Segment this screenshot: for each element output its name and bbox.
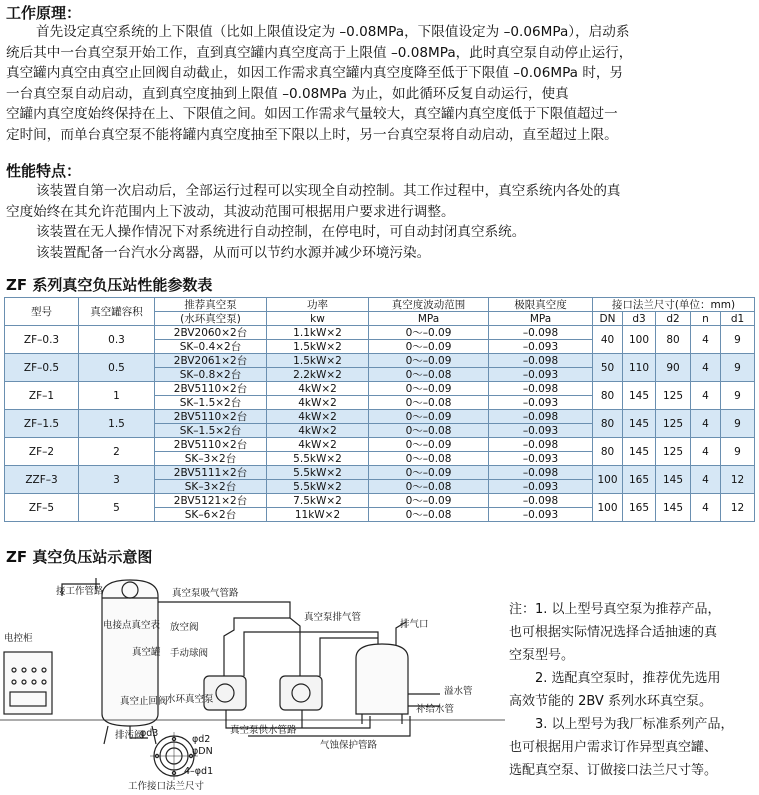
cell-fluct: 0～–0.09 — [369, 354, 489, 368]
header-dn: DN — [593, 312, 623, 326]
header-pump: 推荐真空泵 — [155, 298, 267, 312]
cell-dn: 100 — [593, 494, 623, 522]
label-inlet-pipe: 接工作管路 — [56, 586, 104, 597]
label-flange-dn: φDN — [192, 746, 213, 757]
label-exhaust-port: 排气口 — [400, 619, 429, 630]
label-flange-nd1: 4–φd1 — [184, 766, 214, 777]
label-exhaust-pipe: 真空泵排气管 — [304, 612, 362, 623]
cell-fluct: 0～–0.08 — [369, 396, 489, 410]
cell-pump: SK–0.8×2台 — [155, 368, 267, 382]
cell-ultimate: –0.098 — [489, 438, 593, 452]
cell-fluct: 0～–0.08 — [369, 368, 489, 382]
label-electric-cabinet: 电控柜 — [4, 633, 33, 644]
electric-cabinet-shape — [4, 652, 52, 714]
cell-d3: 165 — [623, 466, 656, 494]
features-line: 该装置自第一次启动后，全部运行过程可以实现全自动控制。其工作过程中，真空系统内各处的真 — [36, 183, 621, 199]
cell-d1: 9 — [721, 438, 755, 466]
cell-power: 4kW×2 — [267, 438, 369, 452]
label-tank: 真空罐 — [132, 647, 161, 658]
cell-d2: 80 — [656, 326, 691, 354]
cell-model: ZF–5 — [5, 494, 79, 522]
header-power: 功率 — [267, 298, 369, 312]
header-model: 型号 — [5, 298, 79, 326]
cell-ultimate: –0.093 — [489, 396, 593, 410]
header-ultimate: 极限真空度 — [489, 298, 593, 312]
table-title: ZF 系列真空负压站性能参数表 — [6, 276, 213, 294]
cell-power: 4kW×2 — [267, 410, 369, 424]
notes — [509, 598, 757, 782]
header-n: n — [691, 312, 721, 326]
cell-pump: 2BV5110×2台 — [155, 438, 267, 452]
cell-dn: 80 — [593, 382, 623, 410]
label-corrosion-pipe: 气蚀保护管路 — [320, 740, 378, 751]
cell-capacity: 0.5 — [79, 354, 155, 382]
header-fluct-unit: MPa — [369, 312, 489, 326]
label-makeup-pipe: 补给水管 — [416, 704, 455, 715]
note-line: 2. 选配真空泵时，推荐优先选用 — [535, 671, 721, 686]
note-line: 选配真空泵、订做接口法兰尺寸等。 — [509, 763, 718, 778]
cell-fluct: 0～–0.09 — [369, 438, 489, 452]
note-line: 3. 以上型号为我厂标准系列产品， — [535, 717, 734, 732]
principle-line: 统后其中一台真空泵开始工作，直到真空罐内真空度高于上限值 –0.08MPa，此时真空泵自动停止运行， — [6, 44, 633, 61]
header-capacity: 真空罐容积 — [79, 298, 155, 326]
cell-fluct: 0～–0.09 — [369, 340, 489, 354]
cell-power: 7.5kW×2 — [267, 494, 369, 508]
cell-fluct: 0～–0.08 — [369, 452, 489, 466]
cell-d2: 125 — [656, 438, 691, 466]
cell-d1: 9 — [721, 326, 755, 354]
principle-text — [6, 22, 754, 145]
cell-pump: SK–1.5×2台 — [155, 396, 267, 410]
label-flange-d2: φd2 — [192, 734, 211, 745]
cell-ultimate: –0.098 — [489, 410, 593, 424]
cell-d2: 125 — [656, 410, 691, 438]
label-flange-caption: 工作接口法兰尺寸 — [128, 781, 205, 792]
cell-capacity: 5 — [79, 494, 155, 522]
cell-pump: SK–6×2台 — [155, 508, 267, 522]
cell-power: 5.5kW×2 — [267, 480, 369, 494]
label-drain-valve: 排污阀 — [115, 730, 144, 741]
cell-n: 4 — [691, 466, 721, 494]
cell-fluct: 0～–0.09 — [369, 326, 489, 340]
cell-model: ZZF–3 — [5, 466, 79, 494]
cell-n: 4 — [691, 382, 721, 410]
separator-tank-shape — [356, 644, 408, 724]
cell-power: 5.5kW×2 — [267, 452, 369, 466]
cell-ultimate: –0.093 — [489, 508, 593, 522]
features-line: 该装置在无人操作情况下对系统进行自动控制，在停电时，可自动封闭真空系统。 — [36, 224, 526, 240]
principle-title: 工作原理： — [6, 4, 82, 22]
cell-n: 4 — [691, 410, 721, 438]
features-line: 空度始终在其允许范围内上下波动，其波动范围可根据用户要求进行调整。 — [6, 203, 455, 220]
cell-fluct: 0～–0.09 — [369, 466, 489, 480]
diagram-title: ZF 真空负压站示意图 — [6, 548, 153, 566]
cell-d1: 12 — [721, 494, 755, 522]
cell-n: 4 — [691, 438, 721, 466]
header-pump-sub: (水环真空泵) — [155, 312, 267, 326]
label-ring-pump: 水环真空泵 — [166, 694, 214, 705]
cell-n: 4 — [691, 354, 721, 382]
cell-model: ZF–1 — [5, 382, 79, 410]
cell-n: 4 — [691, 326, 721, 354]
cell-d3: 165 — [623, 494, 656, 522]
cell-fluct: 0～–0.08 — [369, 424, 489, 438]
principle-line: 一台真空泵自动启动，直到真空度抽到上限值 –0.08MPa 为止，如此循环反复自动运行，使真 — [6, 85, 569, 102]
cell-d3: 145 — [623, 382, 656, 410]
cell-d1: 9 — [721, 382, 755, 410]
note-line: 也可根据用户需求订作异型真空罐、 — [509, 740, 718, 755]
label-supply-pipe: 真空泵供水管路 — [230, 725, 297, 736]
cell-pump: 2BV5111×2台 — [155, 466, 267, 480]
features-text — [6, 181, 754, 263]
spec-table — [4, 297, 755, 522]
header-fluct: 真空度波动范围 — [369, 298, 489, 312]
cell-fluct: 0～–0.09 — [369, 382, 489, 396]
cell-d1: 12 — [721, 466, 755, 494]
cell-ultimate: –0.093 — [489, 452, 593, 466]
principle-line: 空罐内真空度始终保持在上、下限值之间。如因工作需求气量较大，真空罐内真空度低于下限值超过一 — [6, 106, 618, 122]
cell-ultimate: –0.093 — [489, 480, 593, 494]
cell-d2: 145 — [656, 466, 691, 494]
cell-ultimate: –0.098 — [489, 326, 593, 340]
cell-power: 5.5kW×2 — [267, 466, 369, 480]
cell-fluct: 0～–0.08 — [369, 508, 489, 522]
cell-model: ZF–2 — [5, 438, 79, 466]
vacuum-tank-shape — [102, 580, 161, 744]
note-line: 空泵型号。 — [509, 648, 575, 663]
principle-line: 定时间，而单台真空泵不能将罐内真空度抽至下限以上时，另一台真空泵将自动启动，直至超过上限。 — [6, 126, 618, 143]
header-flange: 接口法兰尺寸(单位：mm) — [593, 298, 755, 312]
cell-fluct: 0～–0.09 — [369, 410, 489, 424]
cell-capacity: 3 — [79, 466, 155, 494]
cell-fluct: 0～–0.09 — [369, 494, 489, 508]
cell-ultimate: –0.093 — [489, 424, 593, 438]
cell-d2: 90 — [656, 354, 691, 382]
cell-power: 2.2kW×2 — [267, 368, 369, 382]
cell-power: 1.5kW×2 — [267, 340, 369, 354]
header-d1: d1 — [721, 312, 755, 326]
cell-d2: 145 — [656, 494, 691, 522]
label-ball-valve: 手动球阀 — [170, 648, 209, 659]
cell-capacity: 0.3 — [79, 326, 155, 354]
features-line: 该装置配备一台汽水分离器，从而可以节约水源并减少环境污染。 — [36, 244, 431, 261]
cell-pump: SK–3×2台 — [155, 480, 267, 494]
cell-ultimate: –0.098 — [489, 494, 593, 508]
cell-d1: 9 — [721, 354, 755, 382]
principle-line: 首先设定真空系统的上下限值（比如上限值设定为 –0.08MPa，下限值设定为 –0.06MPa），启动系 — [36, 24, 630, 40]
features-title: 性能特点： — [6, 162, 82, 180]
principle-line: 真空罐内真空由真空止回阀自动截止，如因工作需求真空罐内真空度降至低于下限值 –0.06MPa 时，另 — [6, 65, 624, 81]
cell-d3: 100 — [623, 326, 656, 354]
cell-dn: 80 — [593, 410, 623, 438]
cell-power: 4kW×2 — [267, 382, 369, 396]
note-line: 也可根据实际情况选择合适抽速的真 — [509, 625, 718, 640]
cell-ultimate: –0.093 — [489, 340, 593, 354]
header-d2: d2 — [656, 312, 691, 326]
cell-n: 4 — [691, 494, 721, 522]
cell-power: 4kW×2 — [267, 396, 369, 410]
cell-d3: 110 — [623, 354, 656, 382]
cell-dn: 40 — [593, 326, 623, 354]
cell-dn: 50 — [593, 354, 623, 382]
cell-pump: SK–3×2台 — [155, 452, 267, 466]
cell-ultimate: –0.098 — [489, 382, 593, 396]
cell-ultimate: –0.093 — [489, 368, 593, 382]
cell-pump: SK–0.4×2台 — [155, 340, 267, 354]
note-line: 注：1. 以上型号真空泵为推荐产品， — [509, 602, 721, 617]
cell-d1: 9 — [721, 410, 755, 438]
label-gauge: 电接点真空表 — [103, 620, 161, 631]
cell-dn: 80 — [593, 438, 623, 466]
header-d3: d3 — [623, 312, 656, 326]
label-suction-pipe: 真空泵吸气管路 — [172, 588, 239, 599]
label-check-valve: 真空止回阀 — [120, 696, 168, 707]
cell-ultimate: –0.098 — [489, 466, 593, 480]
label-overflow-pipe: 溢水管 — [444, 686, 473, 697]
cell-capacity: 1 — [79, 382, 155, 410]
header-power-unit: kw — [267, 312, 369, 326]
cell-power: 1.1kW×2 — [267, 326, 369, 340]
cell-model: ZF–0.3 — [5, 326, 79, 354]
cell-ultimate: –0.098 — [489, 354, 593, 368]
schematic-drawing — [0, 566, 505, 795]
cell-capacity: 2 — [79, 438, 155, 466]
cell-pump: 2BV5121×2台 — [155, 494, 267, 508]
cell-dn: 100 — [593, 466, 623, 494]
cell-pump: 2BV5110×2台 — [155, 382, 267, 396]
cell-fluct: 0～–0.08 — [369, 480, 489, 494]
cell-pump: 2BV2061×2台 — [155, 354, 267, 368]
cell-model: ZF–0.5 — [5, 354, 79, 382]
cell-model: ZF–1.5 — [5, 410, 79, 438]
label-flange-d3: φd3 — [140, 728, 159, 739]
cell-power: 1.5kW×2 — [267, 354, 369, 368]
label-vent-valve: 放空阀 — [170, 622, 199, 633]
cell-pump: 2BV5110×2台 — [155, 410, 267, 424]
cell-power: 4kW×2 — [267, 424, 369, 438]
cell-d3: 145 — [623, 438, 656, 466]
cell-pump: 2BV2060×2台 — [155, 326, 267, 340]
cell-capacity: 1.5 — [79, 410, 155, 438]
pump-right-shape — [280, 676, 322, 710]
note-line: 高效节能的 2BV 系列水环真空泵。 — [509, 694, 712, 709]
cell-power: 11kW×2 — [267, 508, 369, 522]
cell-pump: SK–1.5×2台 — [155, 424, 267, 438]
cell-d3: 145 — [623, 410, 656, 438]
cell-d2: 125 — [656, 382, 691, 410]
header-ultimate-unit: MPa — [489, 312, 593, 326]
